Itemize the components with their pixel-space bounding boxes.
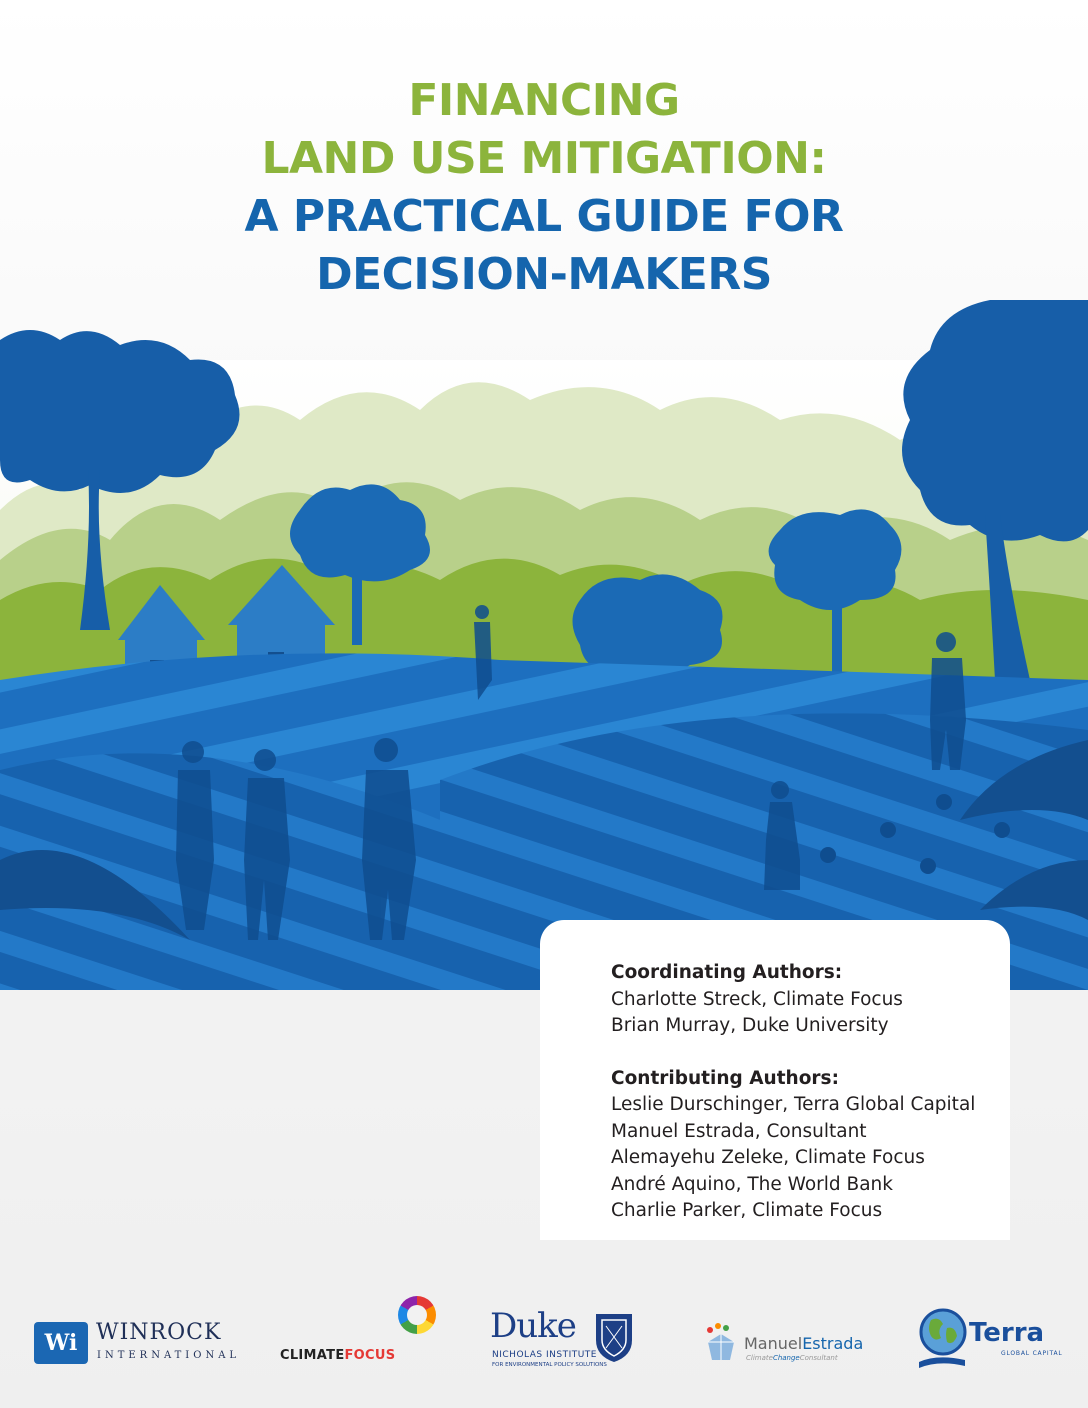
contributing-author: Alemayehu Zeleke, Climate Focus (611, 1147, 925, 1168)
terra-global-capital-logo (905, 1304, 1063, 1374)
color-ring-icon (398, 1296, 436, 1334)
climate-focus-wordmark (280, 1348, 395, 1363)
contributing-author: Charlie Parker, Climate Focus (611, 1200, 883, 1221)
duke-shield-icon (594, 1312, 634, 1364)
title-line-1: FINANCING (408, 75, 680, 126)
estrada-tagline (746, 1354, 838, 1362)
winrock-logo (34, 1320, 241, 1370)
spacer (611, 1040, 1051, 1066)
coordinating-authors-heading: Coordinating Authors: (611, 962, 843, 983)
contributing-author: Leslie Durschinger, Terra Global Capital (611, 1094, 976, 1115)
partner-logos (0, 1290, 1088, 1390)
winrock-subtitle: INTERNATIONAL (97, 1350, 241, 1361)
estrada-tagline-1: Climate (746, 1354, 773, 1362)
estrada-last: Estrada (802, 1334, 864, 1353)
landscape-illustration (0, 300, 1088, 990)
estrada-tagline-2: Change (772, 1354, 800, 1362)
estrada-first: Manuel (744, 1334, 803, 1353)
coordinating-author: Charlotte Streck, Climate Focus (611, 988, 903, 1010)
title-line-3: A PRACTICAL GUIDE FOR (244, 191, 844, 242)
winrock-badge-icon: Wi (34, 1322, 88, 1364)
contributing-authors-heading: Contributing Authors: (611, 1067, 839, 1089)
nicholas-institute-tagline: FOR ENVIRONMENTAL POLICY SOLUTIONS (492, 1362, 607, 1368)
authors-block (611, 960, 1051, 1225)
title-line-2: LAND USE MITIGATION: (261, 133, 827, 184)
contributing-author: Manuel Estrada, Consultant (611, 1120, 867, 1142)
duke-nicholas-logo (490, 1306, 650, 1382)
climate-focus-part1: CLIMATE (280, 1348, 345, 1363)
nicholas-institute-label: NICHOLAS INSTITUTE (492, 1350, 597, 1360)
climate-focus-logo (280, 1290, 440, 1370)
crystal-icon (700, 1320, 742, 1368)
terra-subtitle: GLOBAL CAPITAL (1001, 1350, 1063, 1357)
contributing-author: André Aquino, The World Bank (611, 1173, 893, 1195)
coordinating-author: Brian Murray, Duke University (611, 1015, 889, 1036)
duke-wordmark: Duke (490, 1306, 576, 1346)
winrock-name: WINROCK (96, 1320, 222, 1345)
terra-wordmark: Terra (969, 1318, 1045, 1348)
title-line-4: DECISION-MAKERS (316, 249, 772, 300)
climate-focus-part2: FOCUS (344, 1348, 396, 1363)
manuel-estrada-logo (700, 1320, 880, 1370)
estrada-tagline-3: Consultant (799, 1354, 838, 1362)
report-title (0, 72, 1088, 304)
manuel-estrada-wordmark (744, 1334, 863, 1353)
globe-icon (917, 1306, 967, 1368)
